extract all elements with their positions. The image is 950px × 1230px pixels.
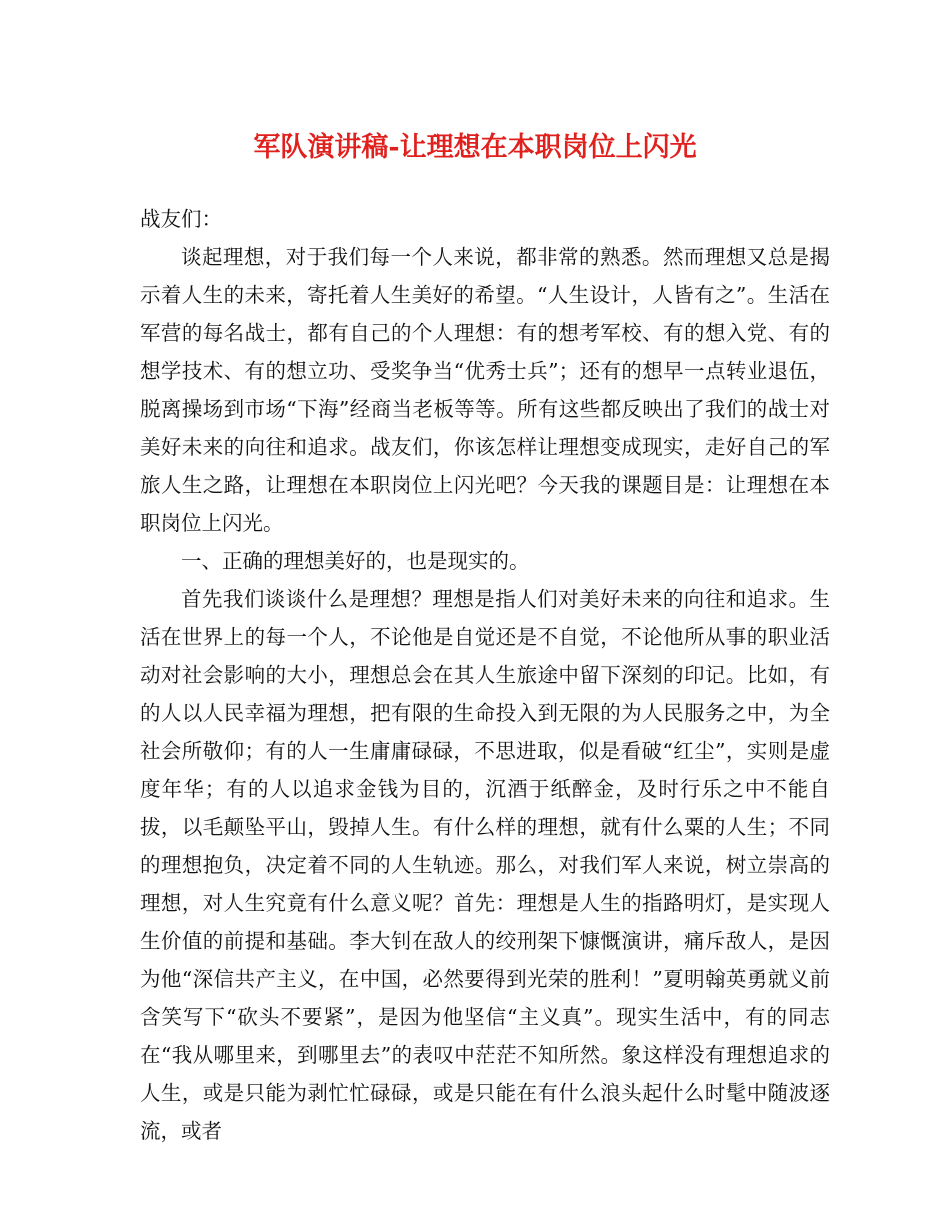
document-body: [140, 200, 830, 1150]
paragraph-ideal-meaning: 首先我们谈谈什么是理想？理想是指人们对美好未来的向往和追求。生活在世界上的每一个人，不论他是自觉还是不自觉，不论他所从事的职业活动对社会影响的大小，理想总会在其人生旅途中留下深刻的印记。比如，有的人以人民幸福为理想，把有限的生命投入到无限的为人民服务之中，为全社会所敬仰；有的人一生庸庸碌碌，不思进取，似是看破“红尘”，实则是虚度年华；有的人以追求金钱为目的，沉酒于纸醉金，及时行乐之中不能自拔，以毛颠坠平山，毁掉人生。有什么样的理想，就有什么粟的人生；不同的理想抱负，决定着不同的人生轨迹。那么，对我们军人来说，树立崇高的理想，对人生究竟有什么意义呢？首先：理想是人生的指路明灯，是实现人生价值的前提和基础。李大钊在敌人的绞刑架下慷慨演讲，痛斥敌人，是因为他“深信共产主义，在中国，必然要得到光荣的胜利！”夏明翰英勇就义前含笑写下“砍头不要紧”，是因为他坚信“主义真”。现实生活中，有的同志在“我从哪里来，到哪里去”的表叹中茫茫不知所然。象这样没有理想追求的人生，或是只能为剥忙忙碌碌，或是只能在有什么浪头起什么时髦中随波逐流，或者: [140, 587, 830, 1143]
section-heading-1: 一、正确的理想美好的，也是现实的。: [181, 549, 530, 573]
document-title: 军队演讲稿-让理想在本职岗位上闪光: [253, 132, 697, 163]
paragraph-intro: 谈起理想，对于我们每一个人来说，都非常的熟悉。然而理想又总是揭示着人生的未来，寄托着人生美好的希望。“人生设计，人皆有之”。生活在军营的每名战士，都有自己的个人理想：有的想考军校、有的想入党、有的想学技术、有的想立功、受奖争当“优秀士兵”；还有的想早一点转业退伍，脱离操场到市场“下海”经商当老板等等。所有这些都反映出了我们的战士对美好未来的向往和追求。战友们，你该怎样让理想变成现实，走好自己的军旅人生之路，让理想在本职岗位上闪光吧？今天我的课题目是：让理想在本职岗位上闪光。: [140, 245, 830, 535]
salutation: 战友们：: [140, 207, 222, 231]
